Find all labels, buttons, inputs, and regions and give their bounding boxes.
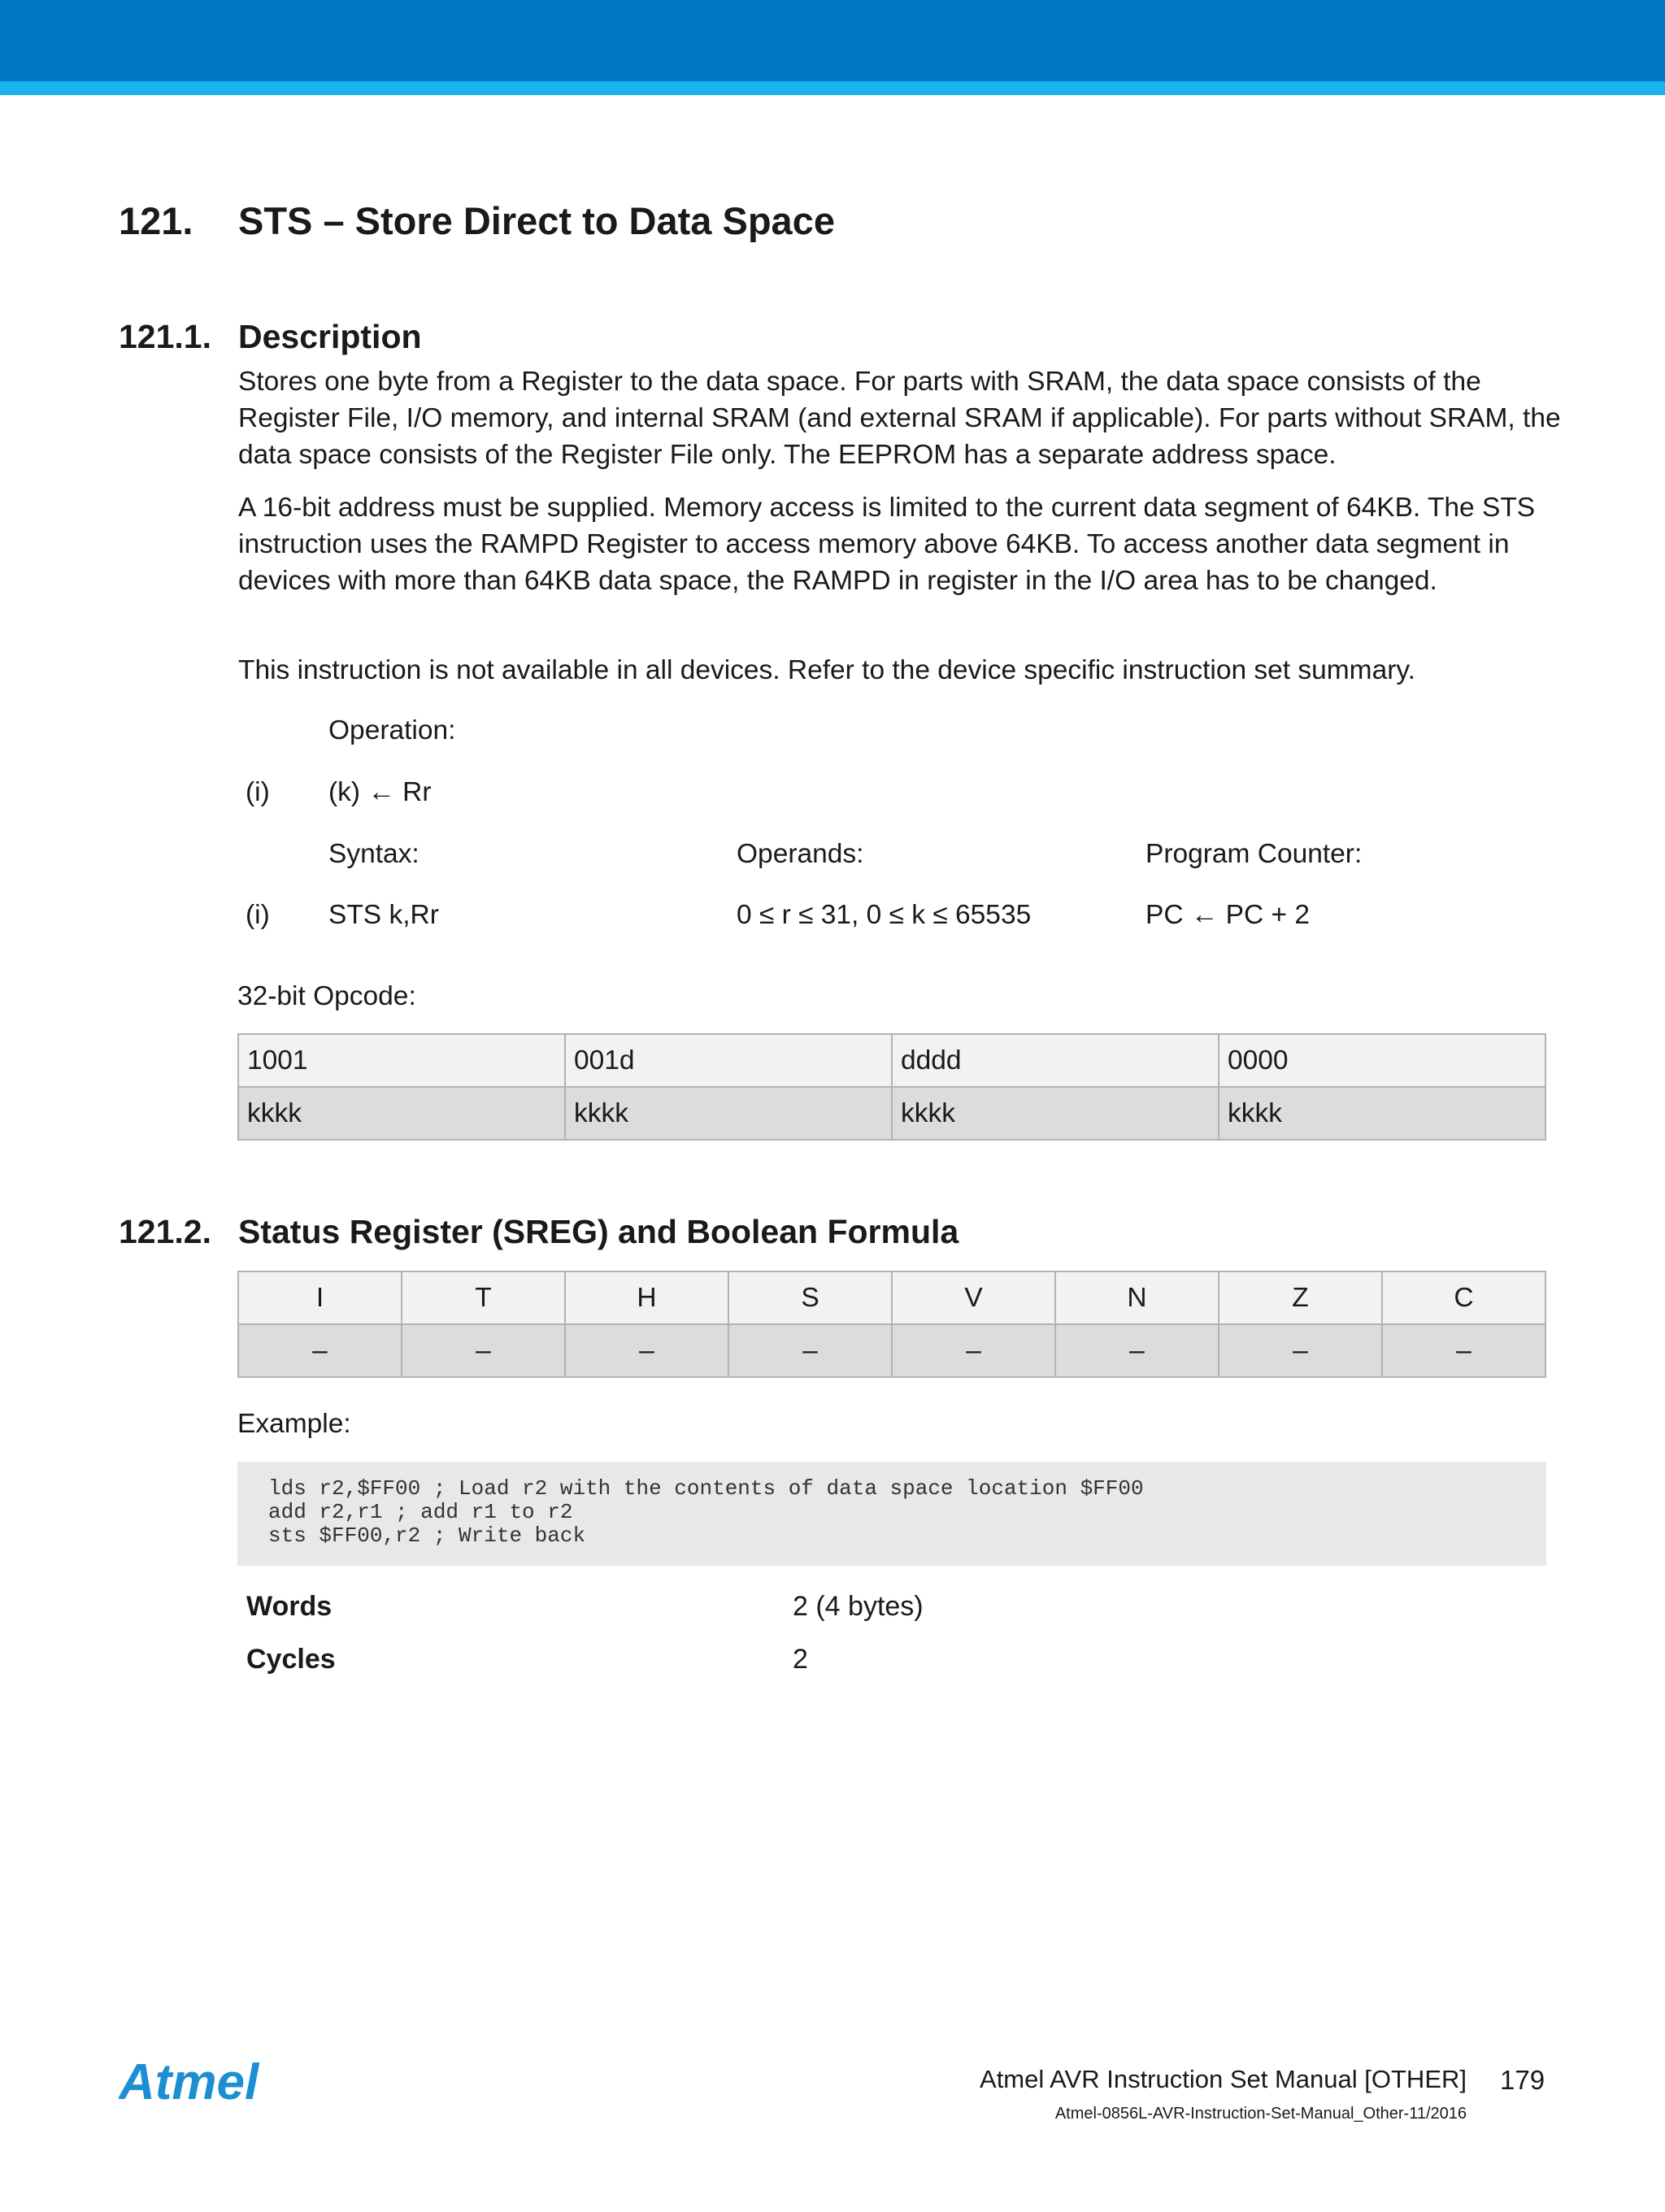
sreg-values-row [238, 1324, 1545, 1377]
opcode-cell: kkkk [892, 1087, 1219, 1140]
sreg-flag: C [1382, 1271, 1545, 1324]
sreg-value: – [1055, 1324, 1219, 1377]
footer-manual-title: Atmel AVR Instruction Set Manual [OTHER] [980, 2065, 1467, 2093]
sreg-value: – [238, 1324, 402, 1377]
sreg-title: Status Register (SREG) and Boolean Formula [238, 1213, 959, 1250]
description-title: Description [238, 318, 422, 355]
sreg-flag: S [728, 1271, 892, 1324]
footer-page-number: 179 [1500, 2065, 1545, 2095]
opcode-cell: 001d [565, 1034, 892, 1087]
footer-doc-id: Atmel-0856L-AVR-Instruction-Set-Manual_Other-11/2016 [1054, 2105, 1467, 2123]
opcode-cell: kkkk [565, 1087, 892, 1140]
cycles-label: Cycles [246, 1644, 336, 1675]
program-counter-label: Program Counter: [1146, 839, 1363, 869]
example-label: Example: [237, 1409, 351, 1439]
description-paragraph-1: Stores one byte from a Register to the data space. For parts with SRAM, the data space consists of the Register File, I/O memory, and internal SRAM (and external SRAM if applicable). For parts without SRAM, the data space consists of the Register File only. The EEPROM has a separate address space. [238, 367, 1561, 470]
operation-index: (i) [246, 777, 270, 807]
sreg-value: – [892, 1324, 1055, 1377]
example-code-block [237, 1462, 1546, 1566]
section-title: STS – Store Direct to Data Space [238, 199, 835, 242]
header-stripe [0, 81, 1665, 95]
code-line: add r2,r1 ; add r1 to r2 [268, 1500, 573, 1524]
opcode-label: 32-bit Opcode: [237, 981, 416, 1011]
operands-label: Operands: [737, 839, 864, 869]
sreg-flag: H [565, 1271, 728, 1324]
program-counter-value: PC ← PC + 2 [1146, 900, 1310, 930]
sreg-flag: I [238, 1271, 402, 1324]
opcode-cell: kkkk [238, 1087, 565, 1140]
atmel-logo [119, 2049, 289, 2114]
opcode-cell: 1001 [238, 1034, 565, 1087]
sreg-flag: N [1055, 1271, 1219, 1324]
syntax-value: STS k,Rr [328, 900, 439, 930]
words-label: Words [246, 1591, 333, 1622]
operands-value: 0 ≤ r ≤ 31, 0 ≤ k ≤ 65535 [737, 900, 1032, 930]
opcode-cell: dddd [892, 1034, 1219, 1087]
section-number: 121. [119, 199, 193, 242]
sreg-value: – [402, 1324, 565, 1377]
cycles-value: 2 [793, 1644, 808, 1675]
sreg-value: – [728, 1324, 892, 1377]
opcode-table [237, 1033, 1546, 1141]
sreg-value: – [1382, 1324, 1545, 1377]
operation-expression: (k) ← Rr [328, 777, 432, 807]
logo-text: Atmel [119, 2054, 259, 2110]
description-paragraph-3: This instruction is not available in all devices. Refer to the device specific instruction set summary. [238, 655, 1415, 685]
words-value: 2 (4 bytes) [793, 1591, 924, 1622]
header-bar [0, 0, 1665, 81]
syntax-index: (i) [246, 900, 270, 930]
code-line: sts $FF00,r2 ; Write back [268, 1523, 586, 1548]
operation-label: Operation: [328, 715, 456, 745]
sreg-flags-row [238, 1271, 1545, 1324]
code-line: lds r2,$FF00 ; Load r2 with the contents of data space location $FF00 [268, 1476, 1144, 1501]
opcode-cell: kkkk [1219, 1087, 1545, 1140]
sreg-flag: V [892, 1271, 1055, 1324]
opcode-row [238, 1087, 1545, 1140]
syntax-label: Syntax: [328, 839, 420, 869]
sreg-value: – [565, 1324, 728, 1377]
sreg-table [237, 1271, 1546, 1378]
sreg-flag: T [402, 1271, 565, 1324]
sreg-flag: Z [1219, 1271, 1382, 1324]
sreg-value: – [1219, 1324, 1382, 1377]
opcode-cell: 0000 [1219, 1034, 1545, 1087]
description-number: 121.1. [119, 318, 211, 355]
opcode-row [238, 1034, 1545, 1087]
description-paragraph-2: A 16-bit address must be supplied. Memory access is limited to the current data segment of 64KB. The STS instruction uses the RAMPD Register to access memory above 64KB. To access another data segment in devices with more than 64KB data space, the RAMPD in register in the I/O area has to be changed. [238, 493, 1536, 596]
sreg-number: 121.2. [119, 1213, 211, 1250]
